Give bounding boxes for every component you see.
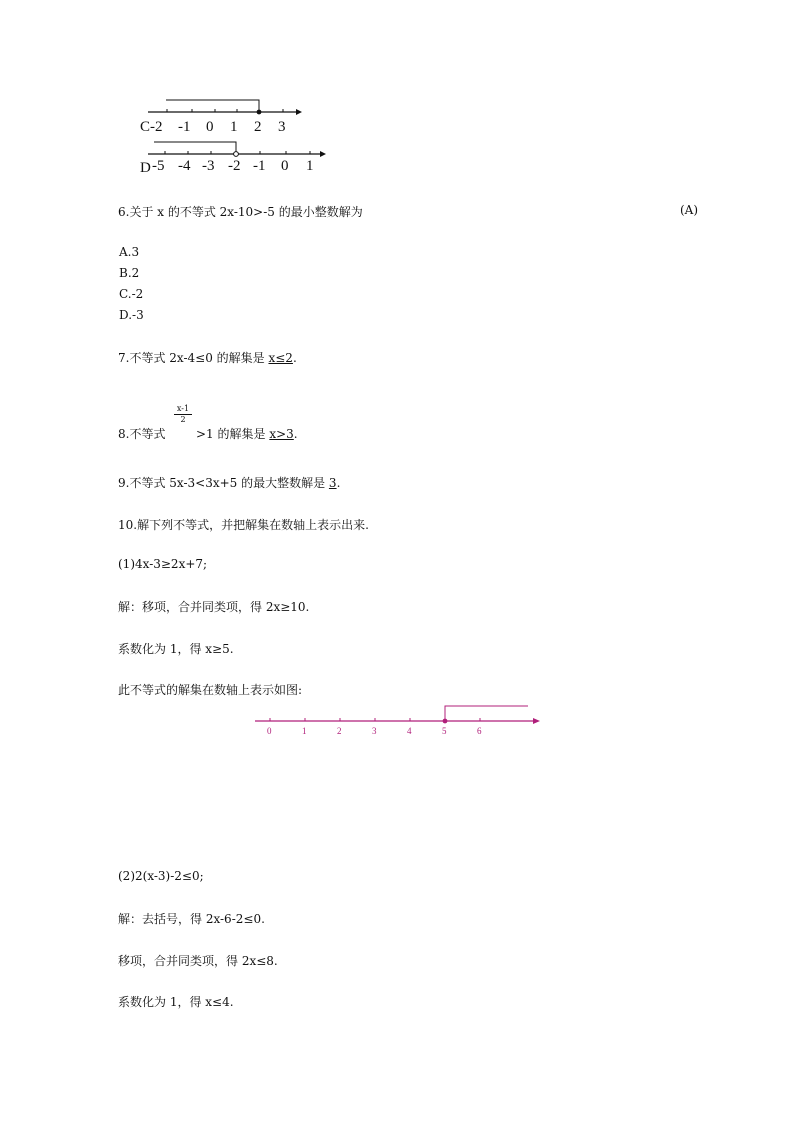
part-2-problem: (2)2(x-3)-2≤0; bbox=[118, 869, 204, 883]
question-7-answer: x≤2 bbox=[268, 351, 293, 365]
tick-label: 2 bbox=[254, 119, 262, 135]
tick-label: 0 bbox=[281, 158, 289, 174]
axis-tick-label: 0 bbox=[267, 726, 272, 736]
tick-label: -2 bbox=[228, 158, 241, 174]
fraction-numerator: x-1 bbox=[176, 404, 190, 413]
axis-tick-label: 3 bbox=[372, 726, 377, 736]
part-1-step-3: 此不等式的解集在数轴上表示如图: bbox=[118, 683, 303, 697]
question-7 bbox=[118, 349, 297, 366]
question-8-suffix: . bbox=[293, 427, 298, 441]
tick-label: -1 bbox=[178, 119, 191, 135]
tick-label: 3 bbox=[278, 119, 286, 135]
tick-label: -2 bbox=[150, 119, 163, 135]
number-line-option-d bbox=[138, 136, 338, 178]
fraction-denominator: 2 bbox=[180, 415, 186, 424]
tick-label: -4 bbox=[178, 158, 191, 174]
part-1-step-2: 系数化为 1，得 x≥5. bbox=[118, 642, 234, 656]
axis-tick-label: 6 bbox=[477, 726, 482, 736]
option-d-label: D bbox=[140, 160, 151, 176]
tick-label: 0 bbox=[206, 119, 214, 135]
tick-label: 1 bbox=[306, 158, 314, 174]
part-2-step-2: 移项，合并同类项，得 2x≤8. bbox=[118, 954, 278, 968]
question-6-answer: (A) bbox=[680, 203, 699, 217]
question-7-text: 7.不等式 2x-4≤0 的解集是 bbox=[118, 351, 269, 365]
axis-tick-label: 4 bbox=[407, 726, 412, 736]
part-2-step-1: 解：去括号，得 2x-6-2≤0. bbox=[118, 912, 265, 926]
part-1-step-1: 解：移项，合并同类项，得 2x≥10. bbox=[118, 600, 310, 614]
question-10-title: 10.解下列不等式，并把解集在数轴上表示出来. bbox=[118, 518, 369, 532]
part-2-step-3: 系数化为 1，得 x≤4. bbox=[118, 995, 234, 1009]
tick-label: -3 bbox=[202, 158, 215, 174]
question-8-text: >1 的解集是 bbox=[196, 427, 270, 441]
option-c-label: C bbox=[140, 119, 151, 135]
question-8-prefix: 8.不等式 bbox=[118, 427, 166, 441]
axis-tick-label: 5 bbox=[442, 726, 447, 736]
question-7-suffix: . bbox=[292, 351, 297, 365]
fraction bbox=[170, 404, 196, 424]
option-c: C.-2 bbox=[119, 287, 144, 301]
option-a: A.3 bbox=[119, 245, 140, 259]
question-9 bbox=[118, 474, 340, 491]
solution-number-line bbox=[250, 700, 545, 742]
question-8-answer: x>3 bbox=[269, 427, 294, 441]
axis-tick-label: 2 bbox=[337, 726, 342, 736]
tick-label: -1 bbox=[253, 158, 266, 174]
tick-label: -5 bbox=[152, 158, 165, 174]
question-8 bbox=[196, 425, 298, 442]
axis-tick-label: 1 bbox=[302, 726, 307, 736]
tick-label: 1 bbox=[230, 119, 238, 135]
question-9-answer: 3 bbox=[328, 476, 337, 490]
number-line-option-c bbox=[138, 94, 308, 136]
question-9-suffix: . bbox=[336, 476, 341, 490]
part-1-problem: (1)4x-3≥2x+7; bbox=[118, 557, 208, 571]
option-b: B.2 bbox=[119, 266, 140, 280]
option-d: D.-3 bbox=[119, 308, 144, 322]
question-9-text: 9.不等式 5x-3<3x+5 的最大整数解是 bbox=[118, 476, 329, 490]
question-6-text: 6.关于 x 的不等式 2x-10>-5 的最小整数解为 bbox=[118, 205, 363, 219]
